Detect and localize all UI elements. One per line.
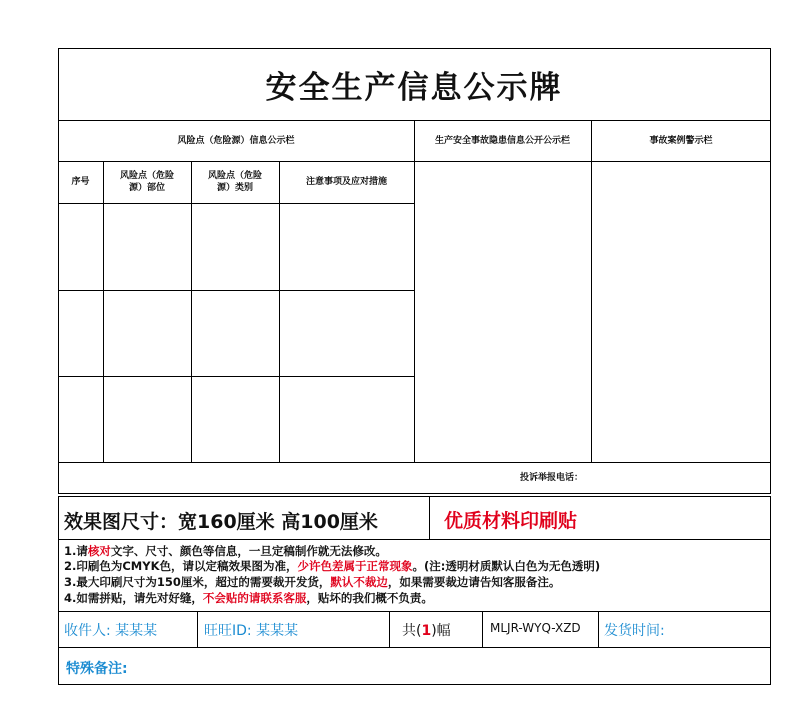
note-text: 3.最大印刷尺寸为150厘米，超过的需要裁开发货， [64,575,331,589]
note-highlight: 少许色差属于正常现象 [297,559,413,573]
divider [591,120,592,462]
divider [429,496,430,539]
note-highlight: 核对 [87,544,111,558]
divider [191,161,192,462]
material-label: 优质材料印刷贴 [444,510,578,532]
divider [414,120,415,462]
note-text: 1.请 [64,544,88,558]
column-header-measures: 注意事项及应对措施 [305,177,387,187]
cases-section-header: 事故案例警示栏 [649,135,713,146]
divider [598,611,599,647]
count-number: 1 [421,623,432,639]
column-header-location: 风险点（危险源）部位 [119,171,174,193]
divider [389,611,390,647]
note-line-1 [64,544,387,558]
note-highlight: 不会贴的请联系客服 [202,591,307,605]
divider [58,647,771,648]
special-remark-label: 特殊备注: [66,661,128,677]
divider [279,161,280,462]
divider [197,611,198,647]
receiver-field: 收件人: 某某某 [64,623,158,639]
hazard-section-header: 生产安全事故隐患信息公开公示栏 [434,135,570,146]
product-code: MLJR-WYQ-XZD [490,621,581,635]
wangwang-id-field: 旺旺ID: 某某某 [204,623,299,639]
divider [58,611,771,612]
risk-section-header: 风险点（危险源）信息公示栏 [177,135,295,146]
note-line-2 [64,559,600,573]
count-suffix: )幅 [431,623,451,639]
note-text: 文字、尺寸、颜色等信息，一旦定稿制作就无法修改。 [110,544,387,558]
sheet-count [402,620,451,640]
divider [58,539,771,540]
board-title: 安全生产信息公示牌 [265,69,563,106]
count-prefix: 共( [402,623,422,639]
note-line-3 [64,575,560,589]
note-text: 。(注:透明材质默认白色为无色透明) [412,559,601,573]
ship-time-field: 发货时间: [604,623,665,639]
note-text: ，如果需要裁边请告知客服备注。 [387,575,561,589]
divider [58,203,414,204]
note-line-4 [64,591,433,605]
note-text: 2.印刷色为CMYK色，请以定稿效果图为准， [64,559,298,573]
column-header-index: 序号 [71,177,90,187]
note-text: ，贴坏的我们概不负责。 [306,591,433,605]
divider [103,161,104,462]
divider [482,611,483,647]
note-text: 4.如需拼贴，请先对好缝， [64,591,203,605]
effect-size-label: 效果图尺寸：宽160厘米 高100厘米 [64,511,378,533]
divider [58,376,414,377]
note-highlight: 默认不裁边 [330,575,388,589]
column-header-category: 风险点（危险源）类别 [207,171,262,193]
divider [58,290,414,291]
complaint-hotline: 投诉举报电话： [520,473,584,483]
